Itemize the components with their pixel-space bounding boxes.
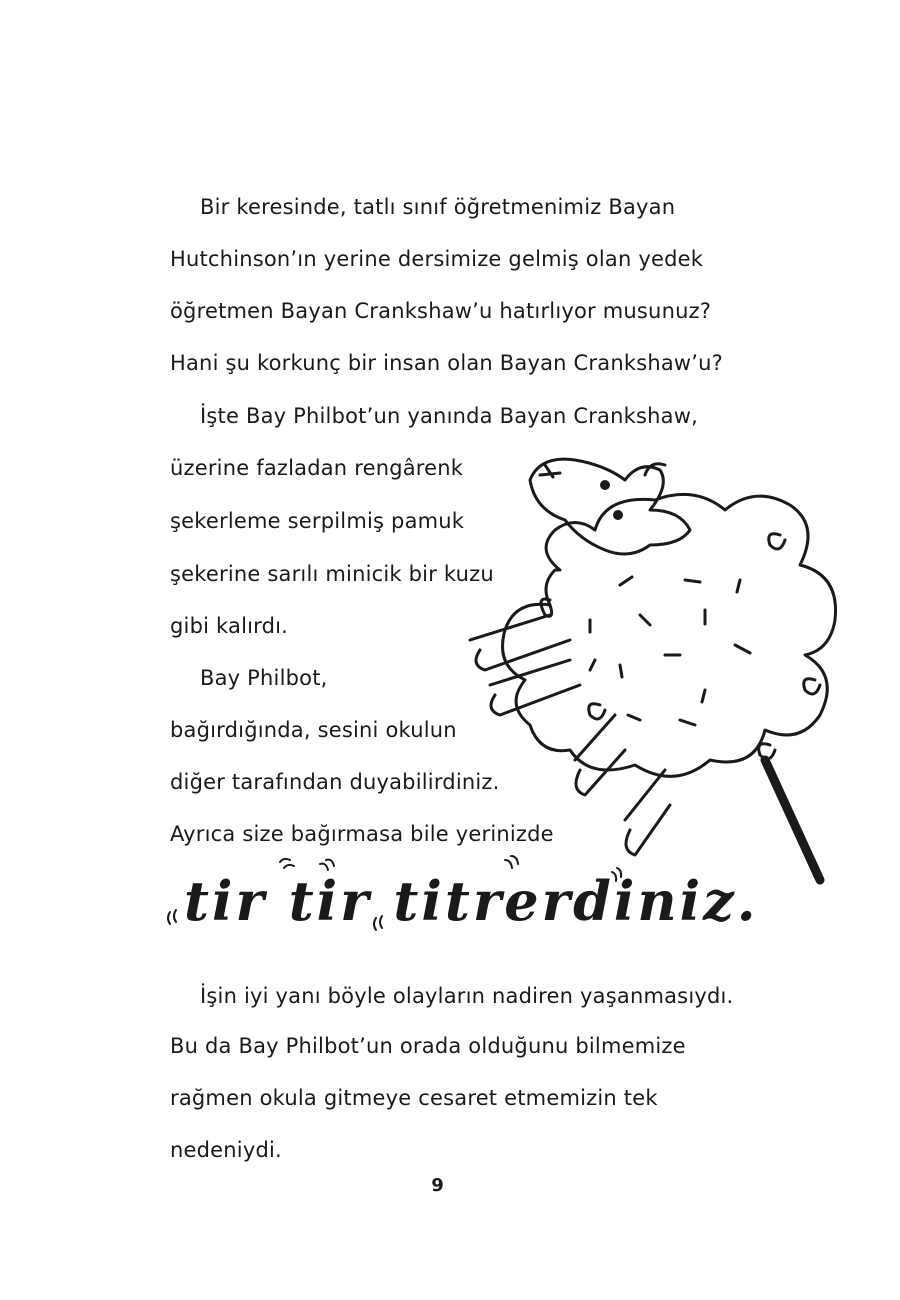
cotton-candy-lamb-icon xyxy=(440,420,870,890)
paragraph-1-line-2: Hutchinson’ın yerine dersimize gelmiş olan yedek xyxy=(170,247,704,271)
paragraph-1-line-4: Hani şu korkunç bir insan olan Bayan Crankshaw’u? xyxy=(170,351,724,375)
paragraph-3-line-2: bağırdığında, sesini okulun xyxy=(170,718,457,742)
page-number: 9 xyxy=(431,1175,444,1196)
shout-text: tir tir titrerdiniz. xyxy=(184,869,759,933)
paragraph-3-line-4: Ayrıca size bağırmasa bile yerinizde xyxy=(170,822,554,846)
paragraph-3-line-3: diğer tarafından duyabilirdiniz. xyxy=(170,770,500,794)
paragraph-4-line-2: Bu da Bay Philbot’un orada olduğunu bilmemize xyxy=(170,1034,686,1058)
paragraph-2-line-1: İşte Bay Philbot’un yanında Bayan Crankshaw, xyxy=(200,404,698,428)
paragraph-2-line-2: üzerine fazladan rengârenk xyxy=(170,456,464,480)
paragraph-1-line-3: öğretmen Bayan Crankshaw’u hatırlıyor musunuz? xyxy=(170,299,712,323)
paragraph-4-line-1: İşin iyi yanı böyle olayların nadiren yaşanmasıydı. xyxy=(200,984,734,1008)
paragraph-2-line-3: şekerleme serpilmiş pamuk xyxy=(170,509,465,533)
paragraph-3-line-1: Bay Philbot, xyxy=(200,666,328,690)
paragraph-4-line-4: nedeniydi. xyxy=(170,1138,282,1162)
paragraph-2-line-5: gibi kalırdı. xyxy=(170,614,289,638)
paragraph-1-line-1: Bir keresinde, tatlı sınıf öğretmenimiz Bayan xyxy=(200,195,676,219)
paragraph-2-line-4: şekerine sarılı minicik bir kuzu xyxy=(170,562,494,586)
paragraph-4-line-3: rağmen okula gitmeye cesaret etmemizin tek xyxy=(170,1086,658,1110)
